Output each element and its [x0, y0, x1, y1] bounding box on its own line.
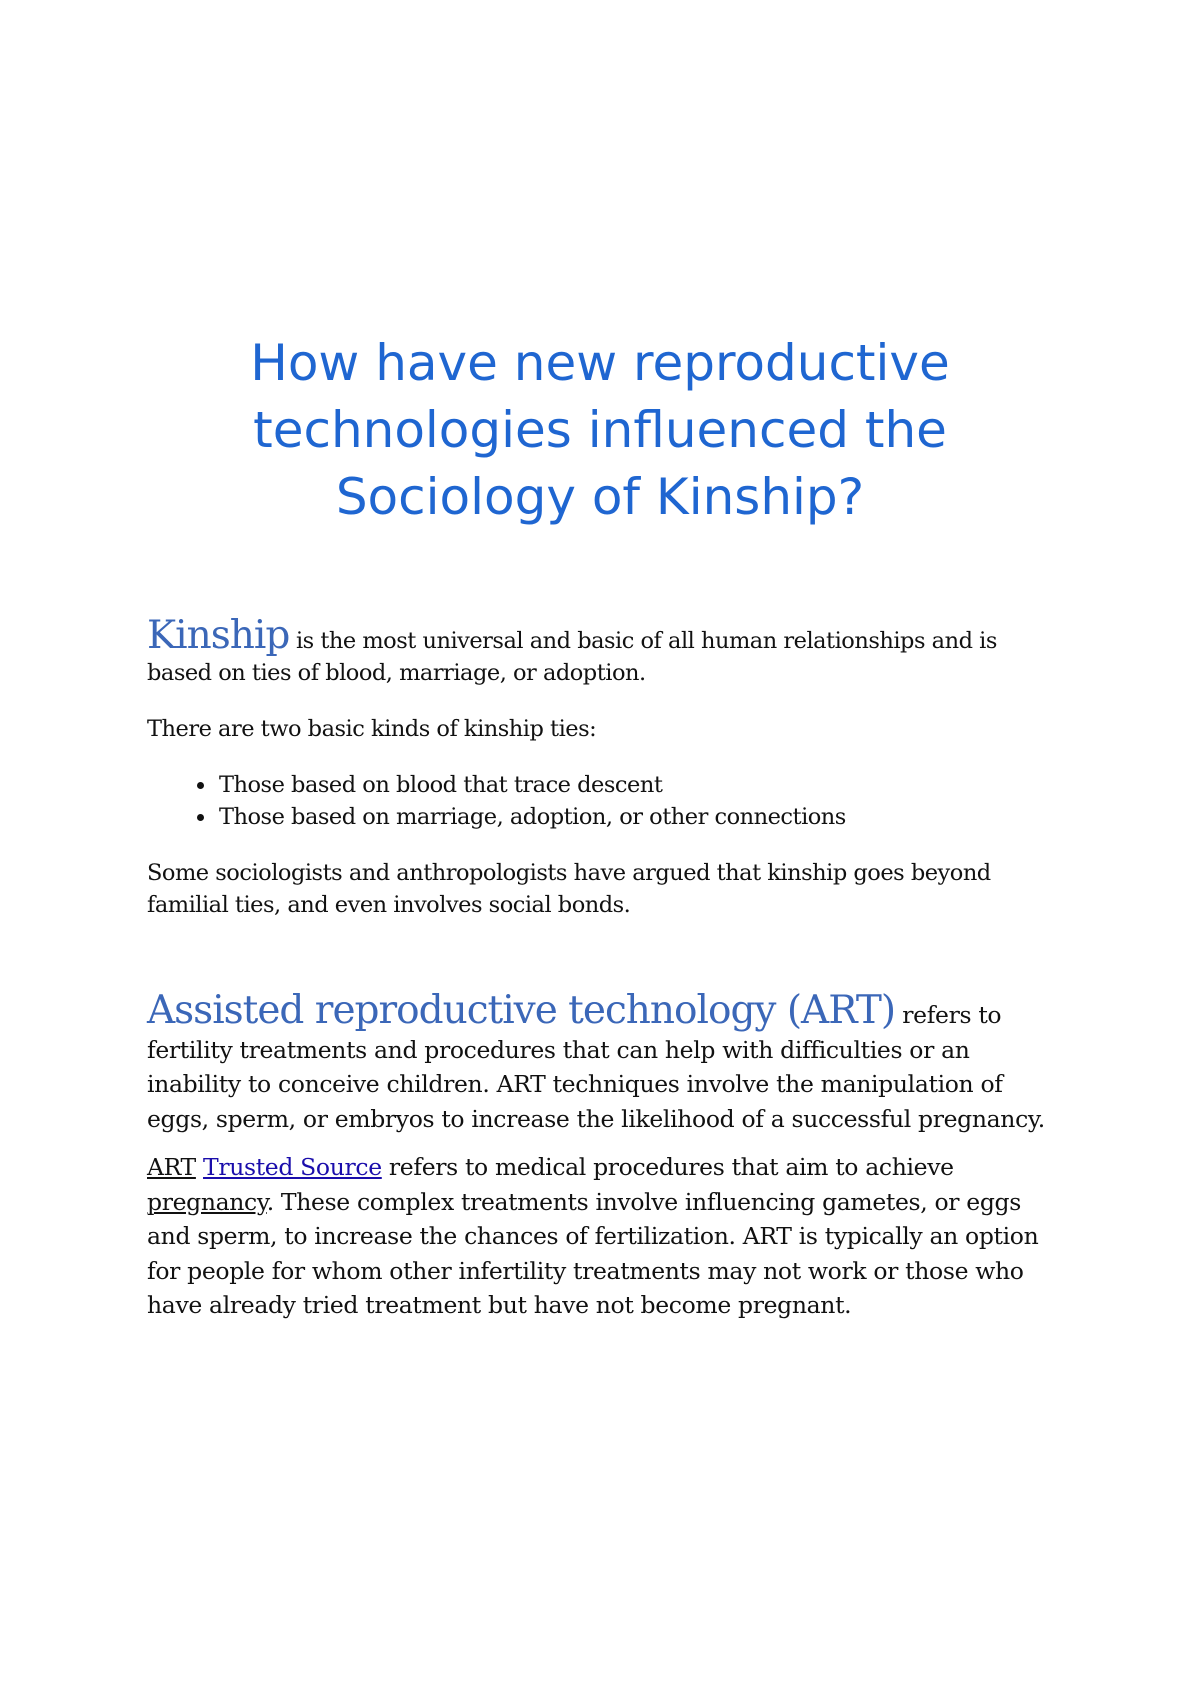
list-item: • Those based on blood that trace descent	[217, 769, 1067, 801]
ties-intro: There are two basic kinds of kinship ties:	[147, 716, 597, 742]
art-label[interactable]: ART	[147, 1153, 196, 1181]
art-heading: Assisted reproductive technology (ART)	[147, 988, 896, 1033]
social-bonds-paragraph: Some sociologists and anthropologists have argued that kinship goes beyond familial ties, and even involves social bonds.	[147, 860, 991, 918]
document-title: How have new reproductive technologies influenced the Sociology of Kinship?	[250, 334, 950, 526]
art-source-text-1: refers to medical procedures that aim to achieve	[381, 1153, 954, 1181]
trusted-source-link[interactable]: Trusted Source	[203, 1153, 382, 1181]
document-body	[147, 613, 1067, 1323]
kinship-heading: Kinship	[147, 613, 290, 658]
ties-list	[147, 769, 1067, 833]
art-source-text-2: . These complex treatments involve influencing gametes, or eggs and sperm, to increase the chances of fertilization. ART is typically an option for people for whom other infertility treatments may not work or those who have already tried treatment but have not become pregnant.	[147, 1187, 1039, 1319]
kinship-definition: is the most universal and basic of all human relationships and is based on ties of blood, marriage, or adoption.	[147, 628, 997, 686]
kinship-paragraph	[147, 613, 1067, 689]
art-definition: refers to fertility treatments and procedures that can help with difficulties or an inability to conceive children. ART techniques involve the manipulation of eggs, sperm, or embryos to increase the likelihood of a successful pregnancy.	[147, 1001, 1045, 1133]
art-paragraph	[147, 988, 1067, 1136]
pregnancy-link[interactable]: pregnancy	[147, 1187, 267, 1216]
art-source-paragraph	[147, 1150, 1067, 1323]
list-item: • Those based on marriage, adoption, or other connections	[217, 801, 1067, 833]
